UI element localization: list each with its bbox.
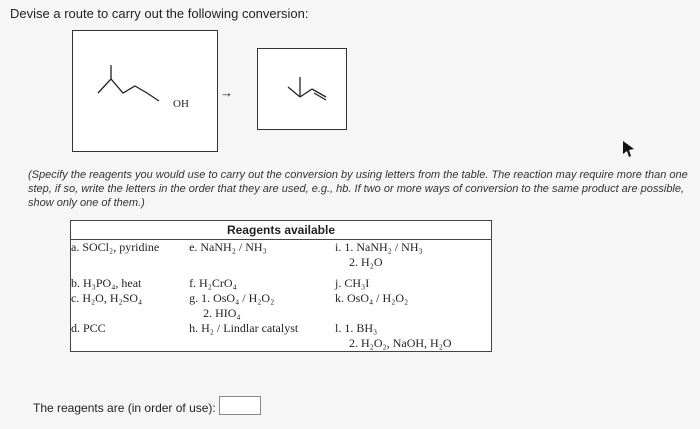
reagent-g-step2: 2. HIO₄: [203, 306, 241, 320]
reagent-f: f. H₂CrO₄: [189, 276, 237, 290]
mouse-cursor-icon: [622, 140, 636, 158]
reaction-arrow: →: [220, 85, 233, 100]
reagent-b: b. H₃PO₄, heat: [71, 276, 142, 290]
product-structure: [257, 48, 347, 130]
reactant-skeletal-diagram: [73, 31, 217, 151]
question-text: Devise a route to carry out the following conversion:: [10, 6, 309, 21]
reagent-c: c. H₂O, H₂SO₄: [71, 291, 143, 305]
reagent-g-step1: g. 1. OsO₄ / H₂O₂: [189, 291, 275, 305]
instructions-text: (Specify the reagents you would use to carry out the conversion by using letters from the table. The reaction may require more than one step, if so, write the letters in the order that they are used, e.g., hb. If two or more ways of conversion to the same product are possible, show only one of them.): [28, 169, 688, 209]
reagents-table-title: Reagents available: [71, 221, 492, 240]
answer-input[interactable]: [219, 396, 261, 415]
product-skeletal-diagram: [258, 49, 346, 129]
reagent-l-step2: 2. H₂O₂, NaOH, H₂O: [349, 336, 452, 350]
reagent-i-step1: i. 1. NaNH₂ / NH₃: [335, 240, 423, 254]
reagent-e: e. NaNH₂ / NH₃: [189, 240, 267, 254]
reagent-h: h. H₂ / Lindlar catalyst: [189, 321, 299, 335]
reagents-table: [70, 220, 492, 352]
reagent-a: a. SOCl₂, pyridine: [71, 240, 160, 254]
reactant-structure: [72, 30, 218, 152]
reagent-d: d. PCC: [71, 321, 106, 335]
hydroxyl-label: OH: [173, 98, 189, 110]
reagent-k: k. OsO₄ / H₂O₂: [335, 291, 409, 305]
reagent-l-step1: l. 1. BH₃: [335, 321, 378, 335]
reagent-j: j. CH₃I: [335, 276, 370, 290]
answer-label: The reagents are (in order of use):: [33, 401, 216, 415]
reagent-i-step2: 2. H₂O: [349, 255, 383, 269]
